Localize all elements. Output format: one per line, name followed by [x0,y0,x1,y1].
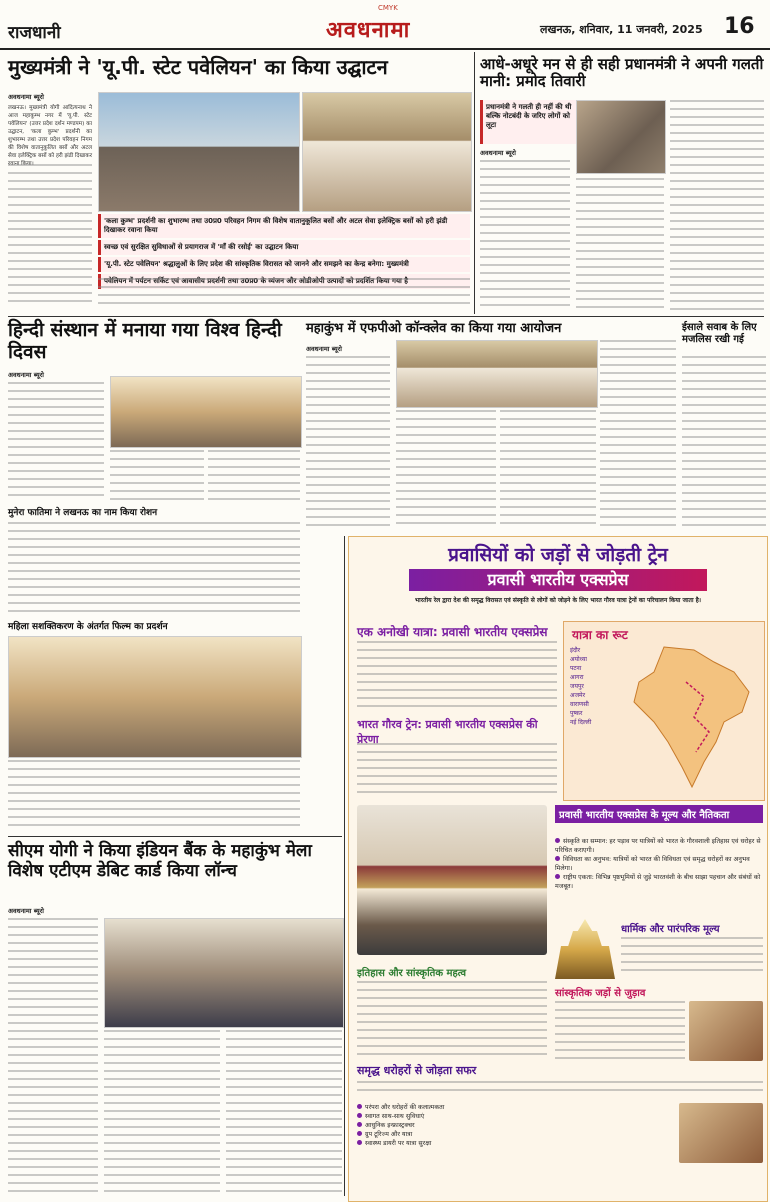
indian-bank-byline: अवधनामा ब्यूरो [8,907,44,915]
footer-bullet-text: स्वागत साथ-साथ सुविधाएं [365,1113,425,1120]
value-bullet [555,873,763,891]
route-stop: इंदौर [570,647,581,654]
munera-headline: मुनेरा फातिमा ने लखनऊ का नाम किया रोशन [8,508,158,518]
issue-date: लखनऊ, शनिवार, 11 जनवरी, 2025 [540,23,703,36]
mahila-headline: महिला सशक्तिकरण के अंतर्गत फिल्म का प्रदर्शन [8,622,168,632]
up-pavilion-cm-photo [302,92,472,212]
pm-tiwari-callout: प्रधानमंत्री ने गलती ही नहीं की थी बल्कि नोटबंदी के जरिए लोगों को लूटा [480,100,579,144]
masthead [0,0,770,50]
bullet-icon [357,1140,362,1145]
bullet-icon [555,838,560,843]
bullet-icon [357,1122,362,1127]
route-map [563,621,765,801]
route-stop: आगरा [570,674,584,681]
ad-section-roots: सांस्कृतिक जड़ों से जुड़ाव [555,988,646,999]
hindi-diwas-headline: हिन्दी संस्थान में मनाया गया विश्व हिन्दी दिवस [8,319,282,363]
ad-section-gaurav: भारत गौरव ट्रेन: प्रवासी भारतीय एक्सप्रेस की प्रेरणा [357,718,538,746]
value-bullets [555,837,763,891]
page-number: 16 [724,14,755,39]
up-pavilion-body-col1 [8,164,92,304]
indian-bank-body-col3 [226,1030,342,1194]
cmyk-marker: CMYK [378,4,398,12]
ad-section-history: इतिहास और सांस्कृतिक महत्व [357,968,467,979]
route-stop: नई दिल्ली [570,719,592,726]
fpo-conclave-photo [396,340,598,408]
munera-body [8,522,300,618]
footer-bullet-text: स्वास्थ्य डायरी पर यात्रा सुरक्षा [365,1140,432,1147]
pm-tiwari-body-col3 [670,100,764,310]
fpo-conclave-body-col2 [396,410,496,526]
section-divider [8,836,342,837]
up-pavilion-headline: मुख्यमंत्री ने 'यू.पी. स्टेट पवेलियन' का किया उद्घाटन [8,55,388,79]
route-title: यात्रा का रूट [572,628,628,642]
column-rule [344,536,345,1196]
route-stop: वाराणसी [570,701,589,708]
footer-bullet-text: ग्रुप टूरिज्म और यात्रा [365,1131,413,1138]
indian-bank-body-col2 [104,1030,220,1194]
bullet-icon [357,1113,362,1118]
section-title: राजधानी [8,23,61,43]
pm-tiwari-headline: आधे-अधूरे मन से ही सही प्रधानमंत्री ने अपनी गलती मानी: प्रमोद तिवारी [480,55,764,91]
ad-gaurav-text [357,743,557,799]
value-bullet-text: विविधता का अनुभव: यात्रियों को भारत की विविधता एवं समृद्ध धरोहरों का अनुभव मिलेगा। [555,856,750,872]
route-list [570,646,626,727]
roots-photo [689,1001,763,1061]
route-stop: पटना [570,665,582,672]
hindi-diwas-body-col2 [110,450,204,502]
fpo-conclave-body-col4 [600,340,676,526]
isale-headline: ईसाले सवाब के लिए मजलिस रखी गई [682,322,757,345]
fpo-conclave-body-col1 [306,356,390,526]
hindi-diwas-body-col1 [8,382,104,502]
hindi-diwas-byline: अवधनामा ब्यूरो [8,371,44,379]
indian-bank-headline: सीएम योगी ने किया इंडियन बैंक के महाकुंभ मेला विशेष एटीएम डेबिट कार्ड किया लॉन्च [8,841,312,881]
train-photo [357,805,547,955]
ad-intro: भारतीय रेल द्वारा देश की समृद्ध विरासत एवं संस्कृति से लोगों को जोड़ने के लिए भारत गौरव यात्रा ट्रेनों का परिचालन किया जाता है। [414,597,702,604]
ad-heritage-text [357,1081,763,1095]
ad-history-text [357,981,547,1057]
indian-bank-photo [104,918,344,1028]
value-bullet-text: राष्ट्रीय एकता: विभिन्न पृष्ठभूमियों से जुड़े भारतवंशी के बीच साझा पहचान और संबंधों को मजबूत। [555,874,761,890]
hindi-diwas-photo [110,376,302,448]
section-divider [8,316,764,317]
mahila-body [8,760,300,830]
ad-section-religious: धार्मिक और पारंपरिक मूल्य [621,924,720,935]
caption-point: स्वच्छ एवं सुरक्षित सुविधाओं से प्रयागराज में 'माँ की रसोई' का उद्घाटन किया [98,240,470,255]
caption-point: 'कला कुम्भ' प्रदर्शनी का शुभारम्भ तथा उ0प्र0 परिवहन निगम की विशेष वातानुकूलित बसों और अटल सेवा इलेक्ट्रिक बसों को हरी झंडी दिखाकर रवाना किया [98,214,470,238]
ad-title: प्रवासियों को जड़ों से जोड़ती ट्रेन [448,544,668,566]
ad-unique-text [357,641,557,711]
up-pavilion-bus-photo [98,92,300,212]
newspaper-logo: अवधनामा [326,18,411,43]
ad-section-heritage: समृद्ध धरोहरों से जोड़ता सफर [357,1064,477,1077]
caption-point: 'यू.पी. स्टेट पवेलियन' श्रद्धालुओं के लिए प्रदेश की सांस्कृतिक विरासत को जानने और समझने का केन्द्र बनेगा: मुख्यमंत्री [98,257,470,272]
temple-illustration [555,919,615,979]
mahila-photo [8,636,302,758]
caption-point: पवेलियन में पर्यटन सर्किट एवं आवासीय प्रदर्शनी तथा उ0प्र0 के व्यंजन और ओडीओपी उत्पादों को प्रदर्शित किया गया है [98,274,470,289]
india-map-icon [624,642,756,792]
column-rule [474,52,475,314]
value-bullet [555,855,763,873]
up-pavilion-byline: अवधनामा ब्यूरो [8,93,44,101]
route-stop: अयोध्या [570,656,587,663]
route-stop: जयपुर [570,683,584,690]
bullet-icon [357,1131,362,1136]
hindi-diwas-body-col3 [208,450,300,502]
pravasi-express-ad [348,536,768,1202]
fpo-conclave-body-col3 [500,410,596,526]
ad-section-values: प्रवासी भारतीय एक्सप्रेस के मूल्य और नैतिकता [555,805,763,823]
up-pavilion-lead: लखनऊ। मुख्यमंत्री योगी आदित्यनाथ ने आज महाकुम्भ नगर में 'यू.पी. स्टेट पवेलियन' (उत्तर प्रदेश दर्शन मण्डपम) का उद्घाटन, 'कला कुम्भ' प्रदर्शनी का शुभारम्भ तथा उत्तर प्रदेश परिवहन निगम की विशेष वातानुकूलित बसों और अटल सेवा इलेक्ट्रिक बसों को हरी झंडी दिखाकर रवाना किया। [8,105,92,167]
food-photo [679,1103,763,1163]
ad-roots-text [555,1001,685,1061]
ad-religious-text [621,937,763,977]
pm-tiwari-byline: अवधनामा ब्यूरो [480,149,516,157]
pm-tiwari-body-col1 [480,160,570,310]
fpo-conclave-byline: अवधनामा ब्यूरो [306,345,342,353]
ad-ribbon: प्रवासी भारतीय एक्सप्रेस [409,569,707,591]
bullet-icon [357,1104,362,1109]
ad-section-unique: एक अनोखी यात्रा: प्रवासी भारतीय एक्सप्रेस [357,625,548,639]
pm-tiwari-body-col2 [576,178,664,310]
isale-body [682,356,766,526]
route-stop: अजमेर [570,692,586,699]
footer-bullet-text: परंपरा और धरोहरों की कलात्मकता [365,1104,445,1111]
value-bullet [555,837,763,855]
footer-bullet-text: आधुनिक इन्फ्रास्ट्रक्चर [365,1122,415,1129]
bullet-icon [555,856,560,861]
fpo-conclave-headline: महाकुंभ में एफपीओ कॉन्क्लेव का किया गया आयोजन [306,321,562,336]
up-pavilion-body-col2 [98,278,470,308]
route-stop: पुष्कर [570,710,583,717]
value-bullet-text: संस्कृति का सम्मान: हर पड़ाव पर यात्रियों को भारत के गौरवशाली इतिहास एवं धरोहर से परिचित कराएगी। [555,838,761,854]
pm-tiwari-photo [576,100,666,174]
bullet-icon [555,874,560,879]
indian-bank-body-col1 [8,918,98,1194]
